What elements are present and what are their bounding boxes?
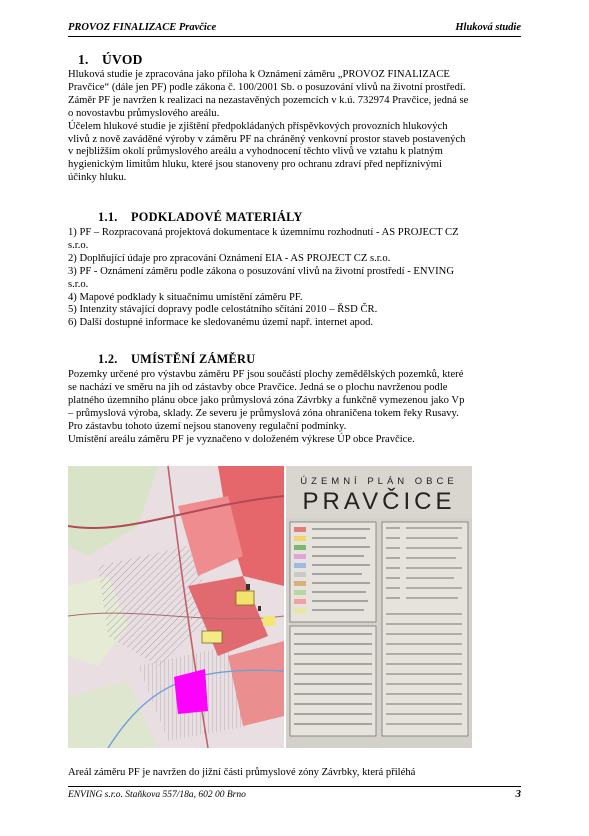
intro-paragraph bbox=[68, 69, 526, 185]
location-paragraph bbox=[68, 369, 526, 446]
footer-company-address: ENVING s.r.o. Staňkova 557/18a, 602 00 Brno bbox=[68, 790, 246, 800]
plan-legend-image bbox=[286, 518, 472, 748]
list-item: s.r.o. bbox=[68, 239, 89, 251]
text-line: Pro zástavbu tohoto území nejsou stanoveny regulační podmínky. bbox=[68, 420, 347, 432]
header-project-title: PROVOZ FINALIZACE Pravčice bbox=[68, 22, 217, 33]
list-item: 6) Další dostupné informace ke sledovanému území např. internet apod. bbox=[68, 317, 374, 329]
section-number: 1.2. bbox=[98, 352, 118, 366]
land-use-plan-figure bbox=[68, 466, 472, 748]
page-footer bbox=[68, 786, 521, 803]
list-item: s.r.o. bbox=[68, 278, 89, 290]
text-line: se nachází ve směru na jih od zástavby obce Pravčice. Jedná se o plochu navrženou podle bbox=[68, 381, 448, 393]
section-number: 1.1. bbox=[98, 210, 118, 224]
continuation-text: Areál záměru PF je navržen do jižní části průmyslové zóny Závrbky, která přiléhá bbox=[68, 767, 416, 778]
section-title: ÚVOD bbox=[102, 52, 143, 67]
section-heading-uvod bbox=[78, 52, 143, 68]
text-line: Účelem hlukové studie je zjištění předpokládaných příspěvkových provozních hlukových bbox=[68, 120, 448, 132]
section-number: 1. bbox=[78, 52, 89, 67]
zoning-plan-panel bbox=[286, 466, 472, 748]
list-item: 5) Intenzity stávající dopravy podle celostátního sčítání 2010 – ŘSD ČR. bbox=[68, 304, 378, 316]
text-line: Pravčice“ (dále jen PF) podle zákona č. 100/2001 Sb. o posuzování vlivů na životní prostředí. bbox=[68, 81, 466, 93]
section-title: UMÍSTĚNÍ ZÁMĚRU bbox=[131, 352, 256, 366]
text-line: – průmyslová výroba, sklady. Ze severu je průmyslová zóna ohraničena tokem řeky Rusavy. bbox=[68, 407, 459, 419]
text-line: hygienickým limitům hluku, které jsou stanoveny pro ochranu zdraví před nepříznivými bbox=[68, 159, 442, 171]
text-line: vlivů z nově zaváděné výroby v záměru PF na chráněný venkovní prostor staveb postavených bbox=[68, 133, 466, 145]
text-line: o novostavbu průmyslového areálu. bbox=[68, 107, 220, 119]
zoning-map-image bbox=[68, 466, 284, 748]
source-materials-list bbox=[68, 227, 526, 330]
text-line: Pozemky určené pro výstavbu záměru PF jsou součástí plochy zemědělských pozemků, které bbox=[68, 369, 464, 380]
list-item: 1) PF – Rozpracovaná projektová dokumentace k územnímu rozhodnutí - AS PROJECT CZ bbox=[68, 227, 459, 238]
page-number: 3 bbox=[515, 788, 521, 800]
text-line: Záměr PF je navržen k realizaci na nezastavěných pozemcích v k.ú. 732974 Pravčice, jedná se bbox=[68, 94, 469, 106]
text-line: Umístění areálu záměru PF je vyznačeno v doloženém výkrese ÚP obce Pravčice. bbox=[68, 433, 415, 445]
header-document-type: Hluková studie bbox=[455, 22, 521, 33]
section-heading-umisteni bbox=[98, 352, 255, 367]
text-line: platného územního plánu obce jako průmyslová zóna Závrbky a funkčně vymezenou jako Vp bbox=[68, 394, 465, 406]
text-line: účinky hluku. bbox=[68, 172, 127, 184]
text-line: v nejbližším okolí průmyslového areálu a vyhodnocení těchto vlivů ve vztahu k platným bbox=[68, 146, 443, 158]
plan-title-big: PRAVČICE bbox=[302, 488, 456, 515]
list-item: 4) Mapové podklady k situačnímu umístění záměru PF. bbox=[68, 291, 303, 303]
text-line: Hluková studie je zpracována jako příloha k Oznámení záměru „PROVOZ FINALIZACE bbox=[68, 69, 450, 80]
section-title: PODKLADOVÉ MATERIÁLY bbox=[131, 210, 303, 224]
section-heading-podklady bbox=[98, 210, 303, 225]
project-site-highlight bbox=[174, 669, 208, 714]
list-item: 3) PF - Oznámení záměru podle zákona o posuzování vlivů na životní prostředí - ENVING bbox=[68, 265, 454, 277]
plan-title-small: ÚZEMNÍ PLÁN OBCE bbox=[300, 476, 458, 487]
page-header bbox=[68, 22, 521, 37]
list-item: 2) Doplňující údaje pro zpracování Oznámení EIA - AS PROJECT CZ s.r.o. bbox=[68, 252, 391, 264]
